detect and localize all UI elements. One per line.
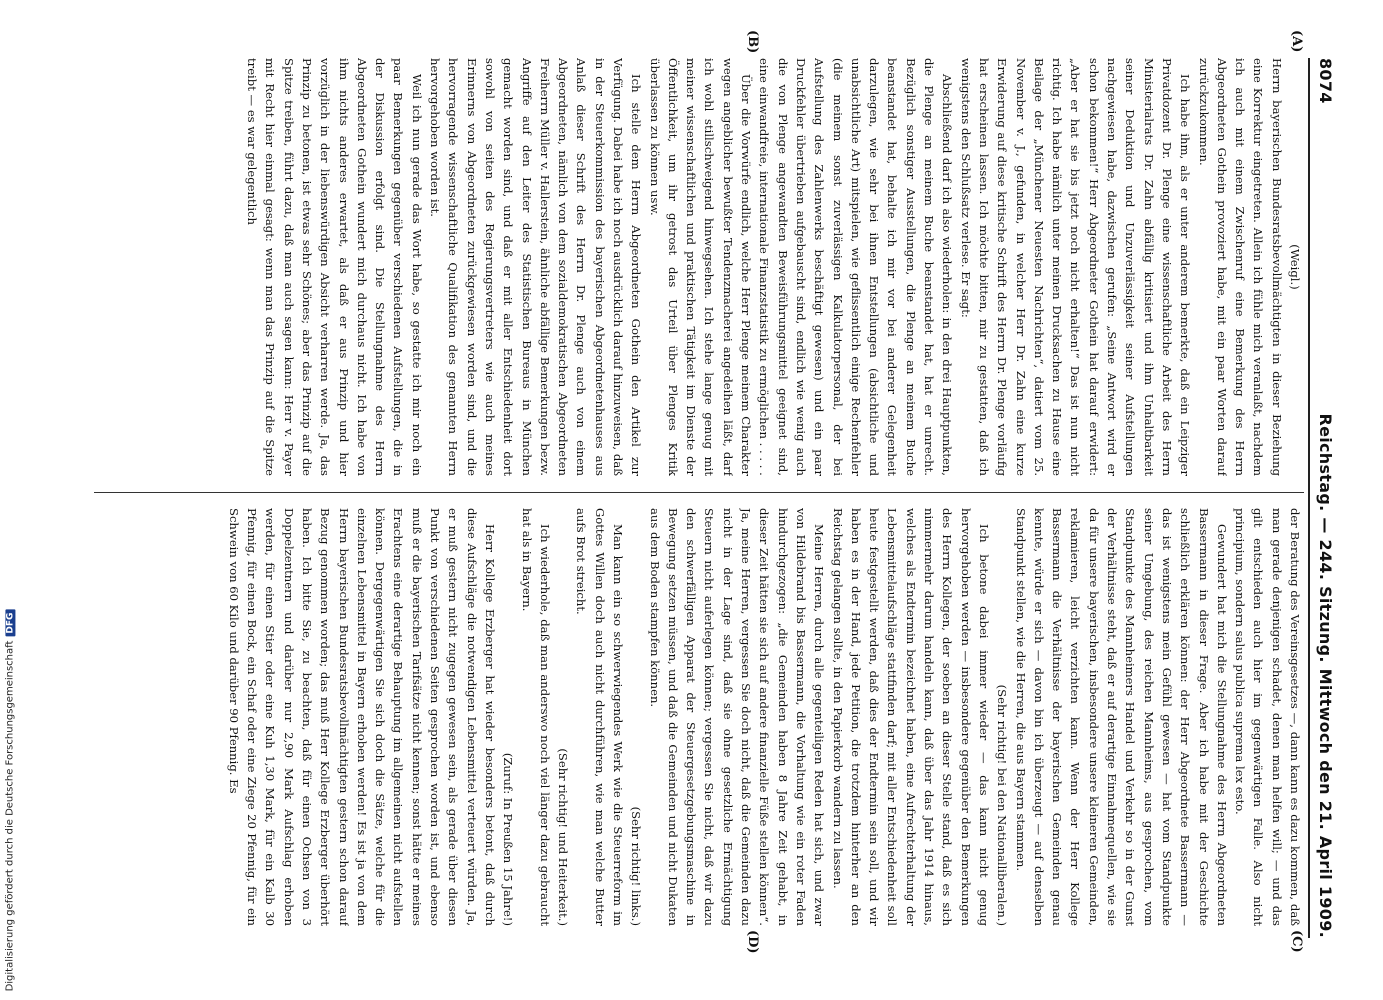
dfg-logo-icon: DFG — [5, 609, 15, 636]
margin-mark-c: (C) — [1289, 930, 1304, 953]
margin-mark-d: (D) — [745, 930, 760, 954]
paragraph: Ich stelle dem Herrn Abgeordneten Gothein den Artikel zur Verfügung. Dabei habe ich noch ausdrücklich darauf hinzuweisen, daß in der Steuerkommission des bayerischen Abgeordnetenhauses aus Anlaß dieser Schrift des Herrn Dr. Plenge auch von einem Abgeordneten, nämlich von dem sozialdemokratischen Abgeordneten Freiherrn Müller v. Hallerstein, ähnliche abfällige Bemerkungen bezw. Angriffe auf den Leiter des Statistischen Bureaus in München gemacht worden sind, und daß er mit aller Entschiedenheit dort sowohl von seiten des Regierungsvertreters wie auch meines Erinnerns von Abgeordneten zurückgewiesen worden sind, und die hervorragende wissenschaftliche Qualifikation des genannten Herrn hervorgehoben worden ist. — [428, 58, 644, 476]
page-title: Reichstag. — 244. Sitzung. Mittwoch den 21. April 1909. — [1316, 413, 1336, 938]
paragraph: Ich wiederhole, daß man anderswo noch viel länger dazu gebraucht hat als in Bayern. — [519, 508, 552, 926]
interjection: (Sehr richtig! links.) — [629, 806, 644, 926]
paragraph: der Beratung des Vereinsgesetzes —, dann kann es dazu kommen, daß man gerade denjenigen schadet, denen man helfen will; — und das gilt entschieden auch hier im gegenwärtigen Falle. Also nicht principium, sondern salus publica suprema lex esto. — [1233, 508, 1302, 926]
interjection: (Sehr richtig! und Heiterkeit.) — [556, 748, 571, 926]
quoted-paragraph: Über die Vorwürfe endlich, welche Herr Plenge meinem Charakter wegen angeblicher bewußter Tendenzmacherei angedeihen läßt, darf ich wohl stillschweigend hinwegsehen. Ich stehe lange genug mit meiner wissenschaftlichen und praktischen Tätigkeit im Dienste der Öffentlichkeit, um ihr getrost das Urteil über Plenges Kritik überlassen zu können usw. — [647, 58, 754, 476]
margin-mark-b: (B) — [745, 30, 760, 54]
margin-mark-a: (A) — [1289, 30, 1304, 53]
quoted-paragraph: Abschließend darf ich also wiederholen: in den drei Hauptpunkten, die Plenge an meinem Buche beanstandet hat, hat er unrecht. Bezüglich sonstiger Ausstellungen, die Plenge an meinem Buche beanstandet hat, behalte ich mir vor bei anderer Gelegenheit darzulegen, wie sehr bei ihnen Entstellungen (absichtliche und unabsichtliche Art) mitspielen, wie geflissentlich einige Rechenfehler (die meinem sonst zuverlässigen Kalkulatorpersonal, der bei Aufstellung des Zahlenwerks beschäftigt gewesen) und ein paar Druckfehler übertrieben aufgebauscht sind, endlich wie wenig auch die von Plenge angewandten Beweisführungsmittel geeignet sind, eine einwandfreie, internationale Finanzstatistik zu ermöglichen . . . . . — [757, 58, 955, 476]
document-page — [82, 30, 1340, 954]
text-column-left — [94, 58, 1304, 476]
paragraph: Herrn bayerischen Bundesratsbevollmächtigten in dieser Beziehung eine Korrektur eingetreten. Allein ich fühle mich veranlaßt, nachdem ich auch mit einem Zwischenruf eine Bemerkung des Herrn Abgeordneten Gothein provoziert habe, mit ein paar Worten darauf zurückzukommen. — [1196, 58, 1284, 476]
paragraph: Herr Kollege Erzberger hat wieder besonders betont, daß durch diese Aufschläge die notwendigen Lebensmittel verteuert würden. Ja, er muß gestern nicht zugegen gewesen sein, als gerade über diesen Punkt von verschiedenen Seiten gesprochen worden ist, und ebenso muß er die bayerischen Tarifsätze nicht kennen; sonst hätte er meines Erachtens eine derartige Behauptung im allgemeinen nicht aufstellen können. Dergegenwärtigen Sie sich doch die Sätze, welche für die einzelnen Lebensmittel in Bayern erhoben werden! Es ist ja von dem Herrn bayerischen Bundesratsbevollmächtigten gestern schon darauf Bezug genommen worden; das muß Herr Kollege Erzberger überhört haben. Ich bitte Sie, zu beachten, daß für einen Ochsen von 3 Doppelzentnern und darüber nur 2,90 Mark Aufschlag erhoben werden, für einen Stier oder eine Kuh 1,30 Mark, für ein Kalb 30 Pfennig, für einen Bock, ein Schaf oder eine Ziege 20 Pfennig, für ein Schwein von 60 Kilo und darüber 90 Pfennig. Es — [226, 508, 497, 926]
paragraph: Meine Herren, durch alle gegenteiligen Reden hat sich, und zwar von Hildebrand bis Bassermann, die Vorhaltung wie ein roter Faden hindurchgezogen: „die Gemeinden haben 8 Jahre Zeit gehabt, in dieser Zeit hätten sie sich auf andere finanzielle Füße stellen können“. Ja, meine Herren, vergessen Sie doch nicht, daß die Gemeinden dazu nicht in der Lage sind, daß sie ohne gesetzliche Ermächtigung Steuern nicht auferlegen können; vergessen Sie nicht, daß wir dazu den schwerfälligen Apparat der Steuergesetzgebungsmaschine in Bewegung setzen müssen, und daß die Gemeinden und nicht Dukaten aus dem Boden stampfen können. — [647, 508, 827, 926]
credit-text: Digitalisierung gefördert durch die Deutsche Forschungsgemeinschaft — [4, 640, 16, 991]
header-rule — [1308, 58, 1310, 938]
paragraph: Man kann ein so schwerwiegendes Werk wie die Steuerreform im Gottes Willen doch auch nicht durchführen, wie man welche Butter aufs Brot streicht. — [574, 508, 626, 926]
column-divider — [94, 492, 1304, 493]
page-number: 8074 — [1316, 58, 1336, 104]
speaker-tag: (Weigl.) — [1288, 244, 1302, 290]
paragraph: Ich betone dabei immer wieder — das kann nicht genug hervorgehoben werden — insbesondere gegenüber den Bemerkungen des Herrn Kollegen, der soeben an dieser Stelle stand, daß es sich nimmermehr darum handeln kann, daß über das Jahr 1914 hinaus, welches als Endtermin bezeichnet haben, eine Aufrechterhaltung der Lebensmittelaufschläge stattfinden darf; mit aller Entschiedenheit soll heute festgestellt werden, daß dies der Endtermin sein soll, und wir haben es in der Hand, jede Petition, die trotzdem hinterher an den Reichstag gelangen sollte, in den Papierkorb wandern zu lassen. — [830, 508, 991, 926]
page-header — [1312, 58, 1340, 938]
paragraph: Gewundert hat mich die Stellungnahme des Herrn Abgeordneten Bassermann in dieser Frage. Aber ich habe mit der Geschichte schließlich erklären können: der Herr Abgeordnete Bassermann — das ist wenigstens mein Gefühl gewesen — hat vom Standpunkte seiner Umgebung, des reichen Mannheims, aus gesprochen, vom Standpunkte des Mannheimers Handel und Verkehr so in der Gunst der Verhältnisse steht, daß er auf derartige Einnahmequellen, wie sie da für unsere bayerischen, insbesondere unsere kleineren Gemeinden, reklamieren, leicht verzichten kann. Wenn der Herr Kollege Bassermann die Verhältnisse der bayerischen Gemeinden genau kennte, würde er sich — davon bin ich überzeugt — auf denselben Standpunkt stellen, wie die Herren, die aus Bayern stammen. — [1013, 508, 1229, 926]
interjection: (Sehr richtig! bei den Nationalliberalen.) — [995, 684, 1010, 926]
text-column-right — [94, 508, 1304, 926]
paragraph: Weil ich nun gerade das Wort habe, so gestatte ich mir noch ein paar Bemerkungen gegenüber verschiedenen Aufstellungen, die in der Diskussion erfolgt sind. Die Stellungnahme des Herrn Abgeordneten Gothein wundert mich durchaus nicht. Ich habe von ihm nichts anderes erwartet, als daß er aus Prinzip und hier vorzüglich in der liebenswürdigen Absicht verharren werde. Ja, das Prinzip zu betonen, ist etwas sehr Schönes; aber das Prinzip auf die Spitze treiben, führt dazu, daß man auch sagen kann: Herr v. Payer mit Recht hier einmal gesagt: wenn man das Prinzip auf die Spitze treibt — es war gelegentlich — [245, 58, 424, 476]
paragraph: Ich habe ihm, als er unter anderem bemerkte, daß ein Leipziger Privatdozent Dr. Plenge eine wissenschaftliche Arbeit des Herrn Ministerialrats Dr. Zahn abfällig kritisiert und ihm Unhaltbarkeit seiner Deduktion und Unzuverlässigkeit seiner Aufstellungen nachgewiesen habe, dazwischen gerufen: „Seine Antwort wird er schon bekommen!“ Herr Abgeordneter Gothein hat darauf erwidert: „Aber er hat sie bis jetzt noch nicht erhalten!“ Das ist nun nicht richtig. Ich habe nämlich unter meinen Drucksachen zu Hause eine Beilage der „Münchener Neuesten Nachrichten“, datiert vom 25. November v. J., gefunden, in welcher Herr Dr. Zahn eine kurze Erwiderung auf diese kritische Schrift des Herrn Dr. Plenge vorläufig hat erscheinen lassen. Ich möchte bitten, mir zu gestatten, daß ich wenigstens den Schlußsatz verlese. Er sagt: — [958, 58, 1193, 476]
digitization-credit — [2, 604, 18, 996]
interjection: (Zuruf: In Preußen 15 Jahre!) — [501, 752, 516, 926]
